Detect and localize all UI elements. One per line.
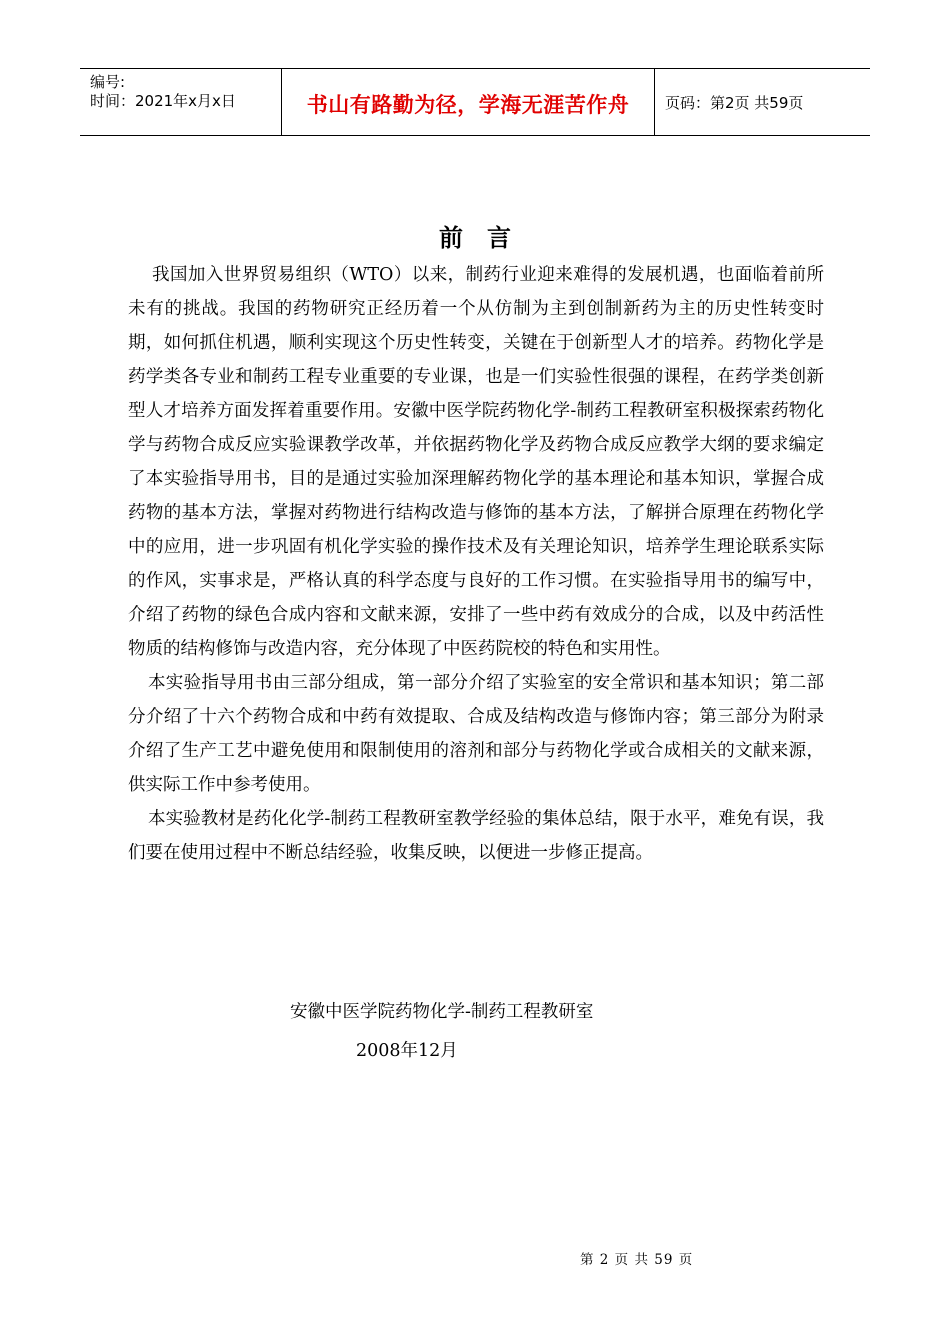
signature-date: 2008年12月: [356, 1041, 458, 1061]
preface-paragraph-1: 我国加入世界贸易组织（WTO）以来，制药行业迎来难得的发展机遇，也面临着前所未有的挑战。我国的药物研究正经历着一个从仿制为主到创制新药为主的历史性转变时期，如何抓住机遇，顺利实现这个历史性转变，关键在于创新型人才的培养。药物化学是药学类各专业和制药工程专业重要的专业课，也是一们实验性很强的课程，在药学类创新型人才培养方面发挥着重要作用。安徽中医学院药物化学-制药工程教研室积极探索药物化学与药物合成反应实验课教学改革，并依据药物化学及药物合成反应教学大纲的要求编定了本实验指导用书，目的是通过实验加深理解药物化学的基本理论和基本知识，掌握合成药物的基本方法，掌握对药物进行结构改造与修饰的基本方法，了解拼合原理在药物化学中的应用，进一步巩固有机化学实验的操作技术及有关理论知识，培养学生理论联系实际的作风，实事求是，严格认真的科学态度与良好的工作习惯。在实验指导用书的编写中，介绍了药物的绿色合成内容和文献来源，安排了一些中药有效成分的合成，以及中药活性物质的结构修饰与改造内容，充分体现了中医药院校的特色和实用性。: [128, 265, 824, 659]
header-page-cell: [655, 69, 870, 135]
header-motto-cell: [282, 69, 655, 135]
preface-paragraph-2: 本实验指导用书由三部分组成，第一部分介绍了实验室的安全常识和基本知识；第二部分介绍了十六个药物合成和中药有效提取、合成及结构改造与修饰内容；第三部分为附录介绍了生产工艺中避免使用和限制使用的溶剂和部分与药物化学或合成相关的文献来源，供实际工作中参考使用。: [128, 673, 824, 795]
page-title: 前言: [439, 224, 535, 252]
preface-body: [128, 258, 824, 870]
preface-paragraph-3: 本实验教材是药化化学-制药工程教研室教学经验的集体总结，限于水平，难免有误，我们要在使用过程中不断总结经验，收集反映，以便进一步修正提高。: [128, 809, 824, 863]
header-page-number: 页码：第2页 共59页: [665, 93, 804, 112]
header-meta-cell: [80, 69, 282, 135]
document-number-label: 编号:: [90, 73, 126, 91]
page-footer: 第 2 页 共 59 页: [580, 1252, 694, 1268]
signature-organization: 安徽中医学院药物化学-制药工程教研室: [290, 1002, 594, 1022]
document-time-label: 时间：2021年x月x日: [90, 92, 236, 110]
header-motto: 书山有路勤为径，学海无涯苦作舟: [306, 93, 630, 117]
page-header: [80, 68, 870, 136]
